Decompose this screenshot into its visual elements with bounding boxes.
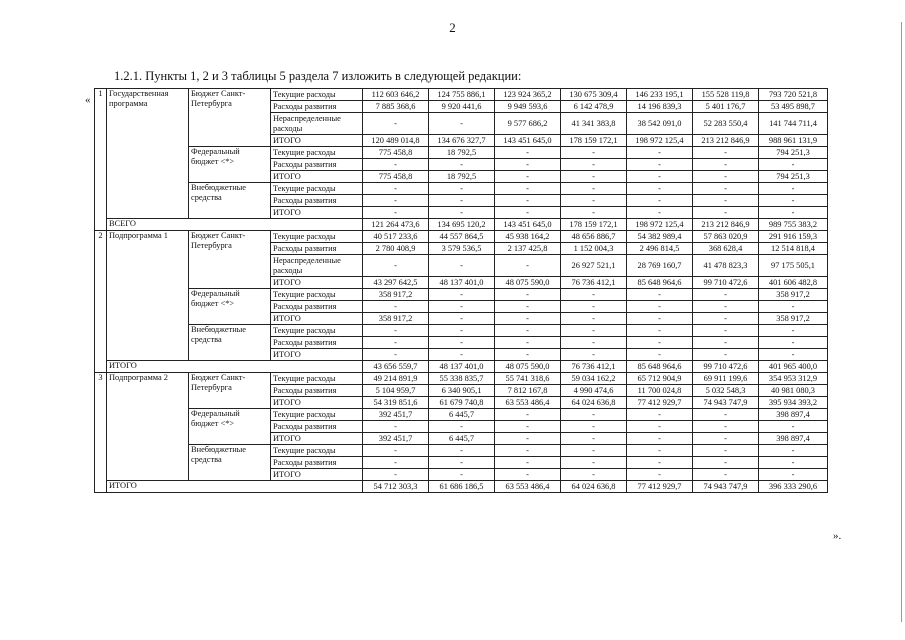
value-cell: - — [561, 301, 627, 313]
value-cell: - — [495, 195, 561, 207]
value-cell: - — [495, 349, 561, 361]
value-cell: 45 938 164,2 — [495, 231, 561, 243]
value-cell: - — [495, 183, 561, 195]
funding-table — [94, 88, 828, 493]
value-cell: - — [759, 469, 828, 481]
value-cell: 53 495 898,7 — [759, 101, 828, 113]
value-cell: 7 885 368,6 — [363, 101, 429, 113]
funding-source: Бюджет Санкт-Петербурга — [189, 89, 271, 147]
page-edge-line — [901, 22, 902, 622]
value-cell: - — [561, 409, 627, 421]
value-cell: - — [429, 337, 495, 349]
value-cell: 54 319 851,6 — [363, 397, 429, 409]
value-cell: 65 712 904,9 — [627, 373, 693, 385]
value-cell: - — [561, 195, 627, 207]
value-cell: 18 792,5 — [429, 171, 495, 183]
value-cell: 291 916 159,3 — [759, 231, 828, 243]
value-cell: 392 451,7 — [363, 409, 429, 421]
expense-kind: Текущие расходы — [271, 409, 363, 421]
value-cell: 368 628,4 — [693, 243, 759, 255]
value-cell: 130 675 309,4 — [561, 89, 627, 101]
value-cell: - — [495, 457, 561, 469]
value-cell: 7 812 167,8 — [495, 385, 561, 397]
value-cell: 59 034 162,2 — [561, 373, 627, 385]
value-cell: - — [561, 313, 627, 325]
value-cell: 48 075 590,0 — [495, 277, 561, 289]
table-row — [95, 373, 828, 385]
funding-source: Федеральный бюджет <*> — [189, 289, 271, 325]
value-cell: 794 251,3 — [759, 147, 828, 159]
value-cell: 141 744 711,4 — [759, 113, 828, 135]
value-cell: 77 412 929,7 — [627, 397, 693, 409]
value-cell: - — [561, 445, 627, 457]
value-cell: - — [495, 301, 561, 313]
value-cell: - — [363, 255, 429, 277]
value-cell: - — [693, 207, 759, 219]
total-value: 198 972 125,4 — [627, 219, 693, 231]
value-cell: - — [561, 421, 627, 433]
value-cell: - — [693, 301, 759, 313]
value-cell: 178 159 172,1 — [561, 135, 627, 147]
value-cell: - — [561, 349, 627, 361]
value-cell: - — [561, 325, 627, 337]
value-cell: - — [363, 325, 429, 337]
table-row — [95, 409, 828, 421]
value-cell: 28 769 160,7 — [627, 255, 693, 277]
value-cell: - — [561, 469, 627, 481]
value-cell: - — [561, 457, 627, 469]
funding-source: Внебюджетные средства — [189, 183, 271, 219]
value-cell: - — [693, 445, 759, 457]
value-cell: 6 445,7 — [429, 409, 495, 421]
value-cell: - — [627, 325, 693, 337]
value-cell: 41 478 823,3 — [693, 255, 759, 277]
total-value: 54 712 303,3 — [363, 481, 429, 493]
value-cell: - — [363, 195, 429, 207]
value-cell: - — [561, 147, 627, 159]
table-row — [95, 445, 828, 457]
value-cell: - — [759, 207, 828, 219]
value-cell: - — [759, 159, 828, 171]
value-cell: - — [495, 421, 561, 433]
value-cell: 2 137 425,8 — [495, 243, 561, 255]
value-cell: 398 897,4 — [759, 433, 828, 445]
value-cell: 18 792,5 — [429, 147, 495, 159]
value-cell: - — [693, 195, 759, 207]
value-cell: - — [561, 159, 627, 171]
value-cell: 112 603 646,2 — [363, 89, 429, 101]
value-cell: 54 382 989,4 — [627, 231, 693, 243]
value-cell: - — [627, 433, 693, 445]
value-cell: - — [495, 433, 561, 445]
total-value: 74 943 747,9 — [693, 481, 759, 493]
value-cell: - — [693, 337, 759, 349]
value-cell: 354 953 312,9 — [759, 373, 828, 385]
value-cell: - — [363, 421, 429, 433]
value-cell: 5 401 176,7 — [693, 101, 759, 113]
value-cell: 40 981 080,3 — [759, 385, 828, 397]
value-cell: - — [627, 457, 693, 469]
value-cell: 155 528 119,8 — [693, 89, 759, 101]
value-cell: - — [627, 349, 693, 361]
expense-kind: Текущие расходы — [271, 289, 363, 301]
expense-kind: Нераспределенные расходы — [271, 255, 363, 277]
expense-kind: Расходы развития — [271, 243, 363, 255]
value-cell: - — [561, 289, 627, 301]
value-cell: - — [429, 349, 495, 361]
total-value: 85 648 964,6 — [627, 361, 693, 373]
value-cell: - — [561, 337, 627, 349]
value-cell: 76 736 412,1 — [561, 277, 627, 289]
value-cell: 198 972 125,4 — [627, 135, 693, 147]
value-cell: 63 553 486,4 — [495, 397, 561, 409]
value-cell: - — [363, 301, 429, 313]
expense-kind: Расходы развития — [271, 457, 363, 469]
value-cell: 6 340 905,1 — [429, 385, 495, 397]
value-cell: - — [627, 159, 693, 171]
value-cell: 48 656 886,7 — [561, 231, 627, 243]
value-cell: 69 911 199,6 — [693, 373, 759, 385]
program-name: Подпрограмма 2 — [107, 373, 189, 481]
value-cell: - — [693, 147, 759, 159]
value-cell: 97 175 505,1 — [759, 255, 828, 277]
expense-kind: Расходы развития — [271, 385, 363, 397]
total-value: 48 137 401,0 — [429, 361, 495, 373]
value-cell: - — [693, 325, 759, 337]
total-value: 213 212 846,9 — [693, 219, 759, 231]
value-cell: - — [429, 457, 495, 469]
table-row — [95, 231, 828, 243]
value-cell: - — [495, 337, 561, 349]
value-cell: - — [693, 469, 759, 481]
total-value: 401 965 400,0 — [759, 361, 828, 373]
value-cell: - — [561, 207, 627, 219]
expense-kind: Расходы развития — [271, 159, 363, 171]
value-cell: - — [429, 207, 495, 219]
value-cell: 48 137 401,0 — [429, 277, 495, 289]
value-cell: - — [759, 183, 828, 195]
value-cell: - — [429, 421, 495, 433]
value-cell: - — [561, 433, 627, 445]
program-number: 2 — [95, 231, 107, 373]
value-cell: 395 934 393,2 — [759, 397, 828, 409]
value-cell: 5 032 548,3 — [693, 385, 759, 397]
value-cell: - — [759, 301, 828, 313]
value-cell: - — [693, 171, 759, 183]
program-number: 3 — [95, 373, 107, 493]
value-cell: - — [363, 337, 429, 349]
table-row — [95, 147, 828, 159]
total-value: 99 710 472,6 — [693, 361, 759, 373]
value-cell: - — [627, 445, 693, 457]
value-cell: - — [561, 171, 627, 183]
value-cell: - — [495, 313, 561, 325]
program-name: Подпрограмма 1 — [107, 231, 189, 361]
value-cell: 74 943 747,9 — [693, 397, 759, 409]
value-cell: - — [363, 469, 429, 481]
value-cell: 55 741 318,6 — [495, 373, 561, 385]
value-cell: - — [363, 183, 429, 195]
value-cell: - — [627, 421, 693, 433]
value-cell: - — [693, 183, 759, 195]
value-cell: 2 496 814,5 — [627, 243, 693, 255]
value-cell: - — [363, 113, 429, 135]
value-cell: - — [429, 289, 495, 301]
expense-kind: ИТОГО — [271, 207, 363, 219]
funding-source: Внебюджетные средства — [189, 445, 271, 481]
value-cell: - — [759, 421, 828, 433]
expense-kind: Текущие расходы — [271, 89, 363, 101]
value-cell: - — [495, 289, 561, 301]
total-row — [95, 481, 828, 493]
value-cell: - — [429, 445, 495, 457]
value-cell: - — [759, 349, 828, 361]
expense-kind: Текущие расходы — [271, 183, 363, 195]
value-cell: - — [495, 469, 561, 481]
value-cell: - — [363, 457, 429, 469]
value-cell: - — [693, 457, 759, 469]
total-label: ВСЕГО — [107, 219, 363, 231]
total-value: 178 159 172,1 — [561, 219, 627, 231]
expense-kind: Расходы развития — [271, 421, 363, 433]
value-cell: - — [627, 207, 693, 219]
value-cell: 61 679 740,8 — [429, 397, 495, 409]
total-value: 121 264 473,6 — [363, 219, 429, 231]
value-cell: - — [759, 445, 828, 457]
program-name: Государственная программа — [107, 89, 189, 219]
table-row — [95, 289, 828, 301]
value-cell: 358 917,2 — [759, 313, 828, 325]
value-cell: - — [495, 159, 561, 171]
value-cell: 146 233 195,1 — [627, 89, 693, 101]
value-cell: - — [495, 171, 561, 183]
value-cell: 85 648 964,6 — [627, 277, 693, 289]
expense-kind: ИТОГО — [271, 349, 363, 361]
value-cell: - — [627, 337, 693, 349]
value-cell: 64 024 636,8 — [561, 397, 627, 409]
value-cell: 14 196 839,3 — [627, 101, 693, 113]
value-cell: - — [759, 457, 828, 469]
value-cell: 120 489 014,8 — [363, 135, 429, 147]
expense-kind: Нераспределенные расходы — [271, 113, 363, 135]
value-cell: 134 676 327,7 — [429, 135, 495, 147]
expense-kind: ИТОГО — [271, 469, 363, 481]
value-cell: 358 917,2 — [363, 289, 429, 301]
total-row — [95, 219, 828, 231]
section-heading: 1.2.1. Пункты 1, 2 и 3 таблицы 5 раздела 7 изложить в следующей редакции: — [114, 69, 522, 83]
value-cell: 6 445,7 — [429, 433, 495, 445]
expense-kind: ИТОГО — [271, 277, 363, 289]
value-cell: - — [429, 325, 495, 337]
total-label: ИТОГО — [107, 361, 363, 373]
value-cell: - — [759, 325, 828, 337]
total-value: 61 686 186,5 — [429, 481, 495, 493]
funding-source: Бюджет Санкт-Петербурга — [189, 373, 271, 409]
total-value: 48 075 590,0 — [495, 361, 561, 373]
expense-kind: Текущие расходы — [271, 231, 363, 243]
expense-kind: Текущие расходы — [271, 325, 363, 337]
value-cell: 1 152 004,3 — [561, 243, 627, 255]
total-label: ИТОГО — [107, 481, 363, 493]
table-row — [95, 89, 828, 101]
value-cell: - — [627, 147, 693, 159]
value-cell: 143 451 645,0 — [495, 135, 561, 147]
expense-kind: ИТОГО — [271, 433, 363, 445]
value-cell: - — [495, 207, 561, 219]
expense-kind: Расходы развития — [271, 101, 363, 113]
value-cell: - — [495, 325, 561, 337]
total-value: 43 656 559,7 — [363, 361, 429, 373]
value-cell: 4 990 474,6 — [561, 385, 627, 397]
value-cell: 49 214 891,9 — [363, 373, 429, 385]
value-cell: 793 720 521,8 — [759, 89, 828, 101]
expense-kind: ИТОГО — [271, 135, 363, 147]
value-cell: - — [693, 349, 759, 361]
expense-kind: Расходы развития — [271, 337, 363, 349]
value-cell: 794 251,3 — [759, 171, 828, 183]
value-cell: 11 700 024,8 — [627, 385, 693, 397]
value-cell: - — [495, 445, 561, 457]
value-cell: - — [627, 469, 693, 481]
value-cell: 52 283 550,4 — [693, 113, 759, 135]
expense-kind: ИТОГО — [271, 171, 363, 183]
value-cell: 775 458,8 — [363, 147, 429, 159]
value-cell: 9 577 686,2 — [495, 113, 561, 135]
value-cell: - — [429, 313, 495, 325]
value-cell: - — [627, 195, 693, 207]
value-cell: 55 338 835,7 — [429, 373, 495, 385]
value-cell: - — [627, 289, 693, 301]
value-cell: - — [561, 183, 627, 195]
value-cell: - — [429, 469, 495, 481]
value-cell: 358 917,2 — [759, 289, 828, 301]
value-cell: 398 897,4 — [759, 409, 828, 421]
value-cell: 5 104 959,7 — [363, 385, 429, 397]
total-row — [95, 361, 828, 373]
funding-source: Федеральный бюджет <*> — [189, 409, 271, 445]
value-cell: 392 451,7 — [363, 433, 429, 445]
value-cell: - — [627, 183, 693, 195]
value-cell: - — [429, 113, 495, 135]
value-cell: 9 949 593,6 — [495, 101, 561, 113]
value-cell: - — [429, 195, 495, 207]
value-cell: 358 917,2 — [363, 313, 429, 325]
value-cell: 41 341 383,8 — [561, 113, 627, 135]
total-value: 396 333 290,6 — [759, 481, 828, 493]
table-row — [95, 183, 828, 195]
value-cell: - — [693, 313, 759, 325]
value-cell: - — [627, 313, 693, 325]
expense-kind: Расходы развития — [271, 195, 363, 207]
value-cell: - — [627, 171, 693, 183]
total-value: 989 755 383,2 — [759, 219, 828, 231]
value-cell: 123 924 365,2 — [495, 89, 561, 101]
value-cell: - — [759, 337, 828, 349]
value-cell: - — [429, 301, 495, 313]
expense-kind: ИТОГО — [271, 313, 363, 325]
total-value: 76 736 412,1 — [561, 361, 627, 373]
value-cell: - — [429, 159, 495, 171]
value-cell: 3 579 536,5 — [429, 243, 495, 255]
value-cell: 124 755 886,1 — [429, 89, 495, 101]
value-cell: 988 961 131,9 — [759, 135, 828, 147]
value-cell: - — [693, 409, 759, 421]
expense-kind: Текущие расходы — [271, 147, 363, 159]
total-value: 63 553 486,4 — [495, 481, 561, 493]
value-cell: 401 606 482,8 — [759, 277, 828, 289]
value-cell: - — [759, 195, 828, 207]
value-cell: - — [627, 301, 693, 313]
value-cell: - — [429, 255, 495, 277]
funding-source: Федеральный бюджет <*> — [189, 147, 271, 183]
value-cell: 6 142 478,9 — [561, 101, 627, 113]
total-value: 134 695 120,2 — [429, 219, 495, 231]
value-cell: 44 557 864,5 — [429, 231, 495, 243]
value-cell: 57 863 020,9 — [693, 231, 759, 243]
value-cell: 9 920 441,6 — [429, 101, 495, 113]
value-cell: 40 517 233,6 — [363, 231, 429, 243]
program-number: 1 — [95, 89, 107, 231]
value-cell: 775 458,8 — [363, 171, 429, 183]
value-cell: - — [495, 255, 561, 277]
value-cell: - — [693, 433, 759, 445]
value-cell: 38 542 091,0 — [627, 113, 693, 135]
total-value: 143 451 645,0 — [495, 219, 561, 231]
value-cell: 99 710 472,6 — [693, 277, 759, 289]
value-cell: - — [495, 147, 561, 159]
expense-kind: ИТОГО — [271, 397, 363, 409]
funding-source: Внебюджетные средства — [189, 325, 271, 361]
opening-quote: « — [85, 94, 91, 106]
value-cell: - — [495, 409, 561, 421]
expense-kind: Текущие расходы — [271, 373, 363, 385]
value-cell: 12 514 818,4 — [759, 243, 828, 255]
value-cell: 43 297 642,5 — [363, 277, 429, 289]
value-cell: 213 212 846,9 — [693, 135, 759, 147]
value-cell: - — [363, 445, 429, 457]
expense-kind: Текущие расходы — [271, 445, 363, 457]
value-cell: - — [693, 421, 759, 433]
total-value: 77 412 929,7 — [627, 481, 693, 493]
value-cell: - — [693, 289, 759, 301]
value-cell: 2 780 408,9 — [363, 243, 429, 255]
value-cell: - — [363, 207, 429, 219]
expense-kind: Расходы развития — [271, 301, 363, 313]
value-cell: - — [429, 183, 495, 195]
value-cell: - — [363, 349, 429, 361]
closing-quote: ». — [833, 530, 842, 542]
value-cell: - — [627, 409, 693, 421]
page-number: 2 — [449, 20, 456, 35]
table-row — [95, 325, 828, 337]
total-value: 64 024 636,8 — [561, 481, 627, 493]
funding-source: Бюджет Санкт-Петербурга — [189, 231, 271, 289]
value-cell: - — [693, 159, 759, 171]
value-cell: - — [363, 159, 429, 171]
value-cell: 26 927 521,1 — [561, 255, 627, 277]
